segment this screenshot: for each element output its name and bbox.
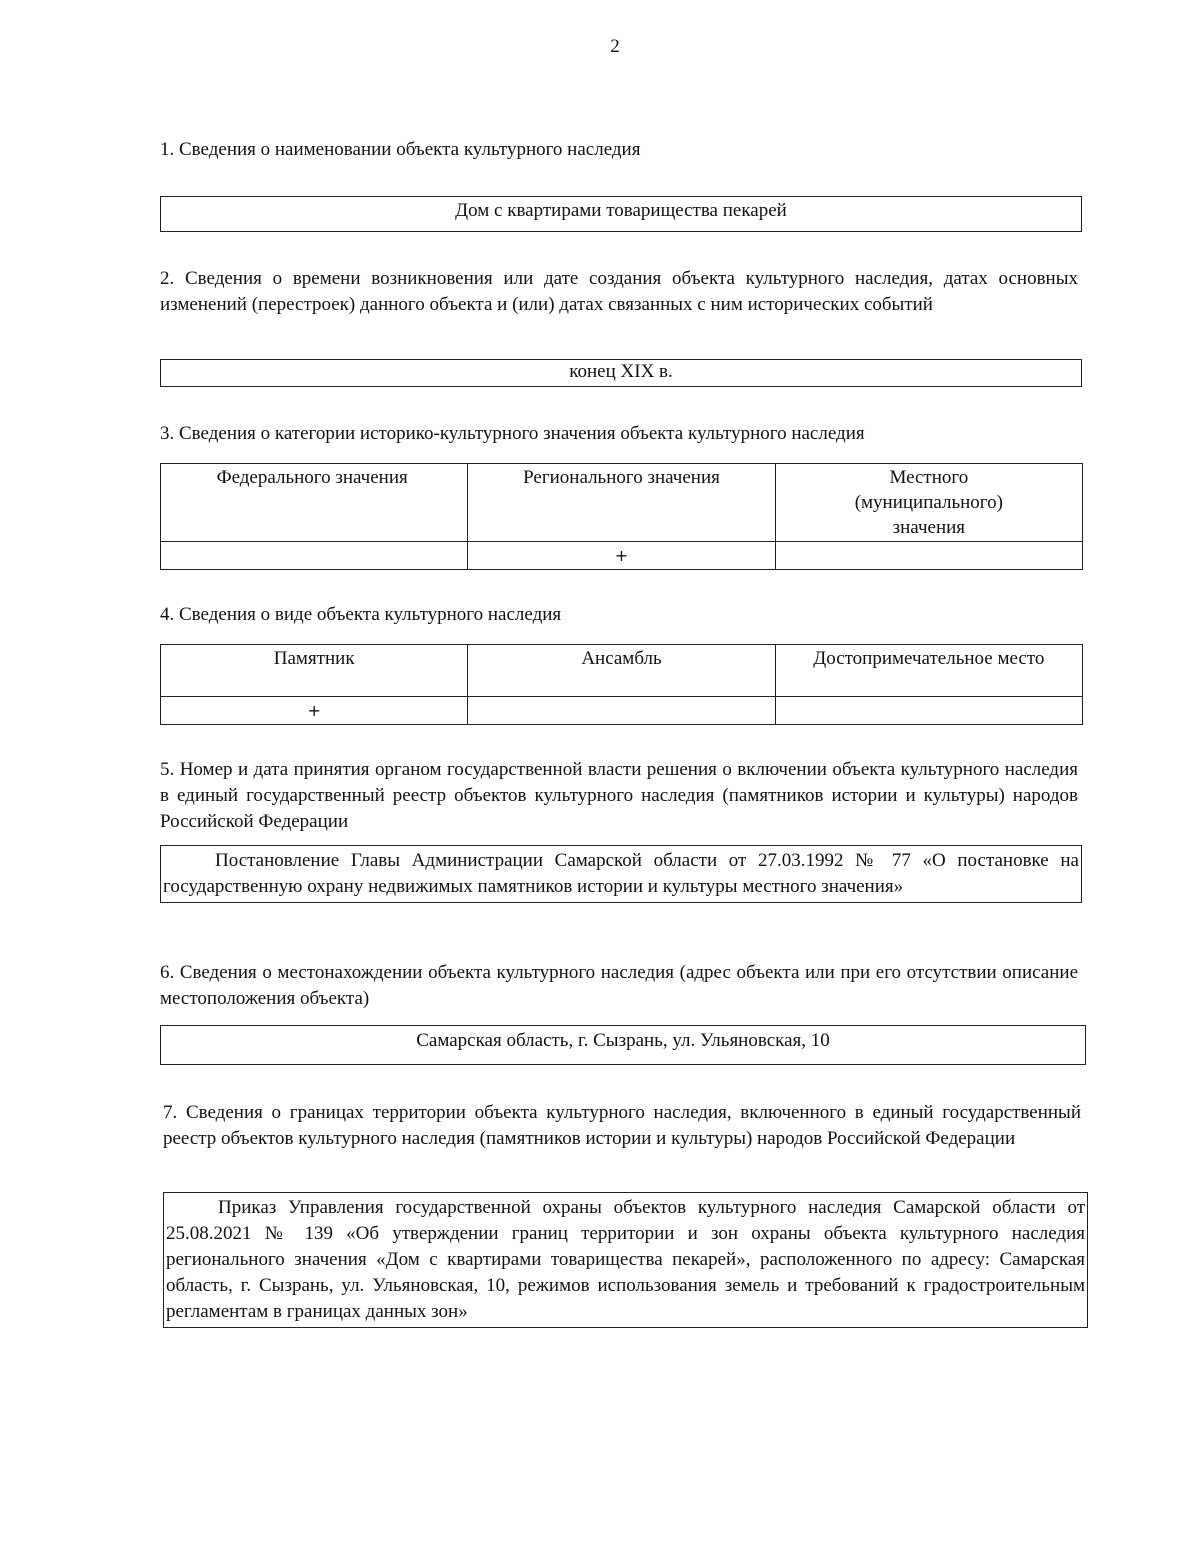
section-6-heading: 6. Сведения о местонахождении объекта культурного наследия (адрес объекта или при его отсутствии описание местоположения объекта) bbox=[160, 962, 1078, 1009]
object-name-box bbox=[160, 196, 1082, 232]
section-2-heading: 2. Сведения о времени возникновения или дате создания объекта культурного наследия, датах основных изменений (перестроек) данного объекта и (или) датах связанных с ним исторических событий bbox=[160, 268, 1078, 315]
type-monument: Памятник bbox=[161, 645, 468, 697]
type-ensemble: Ансамбль bbox=[468, 645, 775, 697]
page-number: 2 bbox=[610, 36, 620, 57]
section-4-heading: 4. Сведения о виде объекта культурного наследия bbox=[160, 604, 562, 625]
registry-decision-value: Постановление Главы Администрации Самарской области от 27.03.1992 № 77 «О постановке на государственную охрану недвижимых памятников истории и культуры местного значения» bbox=[163, 850, 1079, 897]
section-7-heading: 7. Сведения о границах территории объекта культурного наследия, включенного в единый государственный реестр объектов культурного наследия (памятников истории и культуры) народов Российской Федерации bbox=[163, 1102, 1081, 1149]
creation-date-box bbox=[160, 359, 1082, 387]
section-3-heading: 3. Сведения о категории историко-культурного значения объекта культурного наследия bbox=[160, 423, 865, 444]
registry-decision-box bbox=[160, 845, 1082, 903]
category-federal: Федерального значения bbox=[161, 464, 468, 542]
category-local: Местного (муниципального) значения bbox=[775, 464, 1082, 542]
category-federal-mark bbox=[161, 542, 468, 570]
territory-order-value: Приказ Управления государственной охраны объектов культурного наследия Самарской области от 25.08.2021 № 139 «Об утверждении границ территории и зон охраны объекта культурного наследия регионального значения «Дом с квартирами товарищества пекарей», расположенного по адресу: Самарская область, г. Сызрань, ул. Ульяновская, 10, режимов использования земель и требований к градостроительным регламентам в границах данных зон» bbox=[166, 1197, 1085, 1322]
category-table bbox=[160, 463, 1083, 570]
territory-order-box bbox=[163, 1192, 1088, 1328]
location-value: Самарская область, г. Сызрань, ул. Ульяновская, 10 bbox=[416, 1030, 830, 1051]
category-regional-mark: + bbox=[468, 542, 775, 570]
creation-date-value: конец XIX в. bbox=[569, 361, 673, 382]
category-local-mark bbox=[775, 542, 1082, 570]
category-regional: Регионального значения bbox=[468, 464, 775, 542]
type-landmark-mark bbox=[775, 697, 1082, 725]
section-1-heading: 1. Сведения о наименовании объекта культурного наследия bbox=[160, 139, 641, 160]
object-name-value: Дом с квартирами товарищества пекарей bbox=[455, 200, 787, 221]
section-5-heading: 5. Номер и дата принятия органом государственной власти решения о включении объекта культурного наследия в единый государственный реестр объектов культурного наследия (памятников истории и культуры) народов Российской Федерации bbox=[160, 759, 1078, 832]
type-table bbox=[160, 644, 1083, 725]
type-monument-mark: + bbox=[161, 697, 468, 725]
type-landmark: Достопримечательное место bbox=[775, 645, 1082, 697]
type-ensemble-mark bbox=[468, 697, 775, 725]
location-box bbox=[160, 1025, 1086, 1065]
